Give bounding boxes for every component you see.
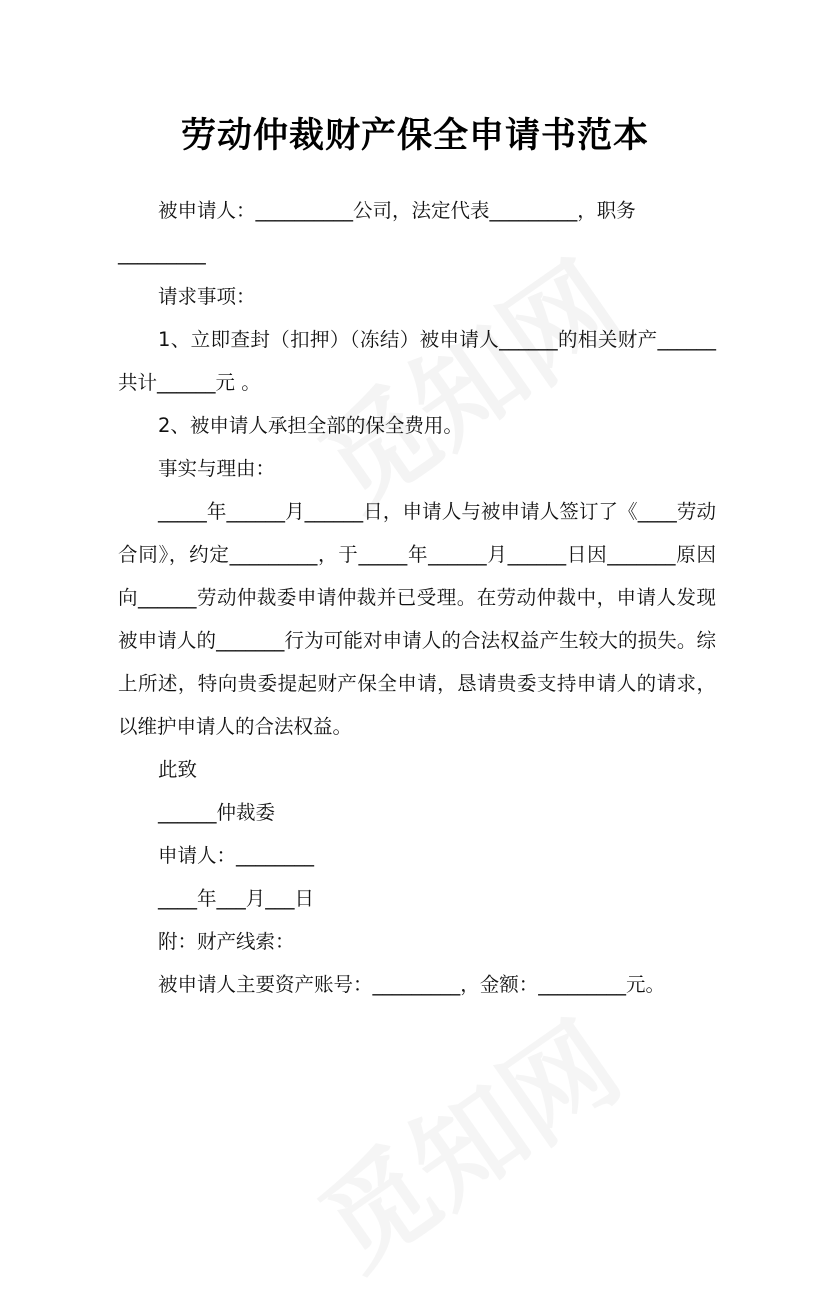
recipient-committee: ______仲裁委 xyxy=(158,801,276,824)
date-line: ____年___月___日 xyxy=(158,887,315,910)
document-body xyxy=(118,189,716,1006)
salutation: 此致 xyxy=(158,758,198,781)
watermark-bottom xyxy=(285,980,646,1298)
attachment-heading: 附：财产线索： xyxy=(158,930,295,953)
request-item-2: 2、被申请人承担全部的保全费用。 xyxy=(158,414,463,437)
facts-heading: 事实与理由： xyxy=(158,457,276,480)
request-heading: 请求事项： xyxy=(158,285,256,308)
asset-account-line: 被申请人主要资产账号：_________，金额：_________元。 xyxy=(158,973,666,996)
applicant-signature: 申请人：________ xyxy=(158,844,315,867)
document-title: 劳动仲裁财产保全申请书范本 xyxy=(180,116,649,156)
request-item-1: 1、立即查封（扣押）（冻结）被申请人______的相关财产______共计______元 。 xyxy=(118,328,716,394)
facts-paragraph: _____年______月______日，申请人与被申请人签订了《____劳动合同》，约定_________，于_____年______月______日因_______原因向______劳动仲裁委申请仲裁并已受理。在劳动仲裁中，申请人发现被申请人的_______行为可能对申请人的合法权益产生较大的损失。综上所述，特向贵委提起财产保全申请，恳请贵委支持申请人的请求，以维护申请人的合法权益。 xyxy=(118,500,716,738)
respondent-line: 被申请人：__________公司，法定代表_________，职务_________ xyxy=(118,199,636,265)
